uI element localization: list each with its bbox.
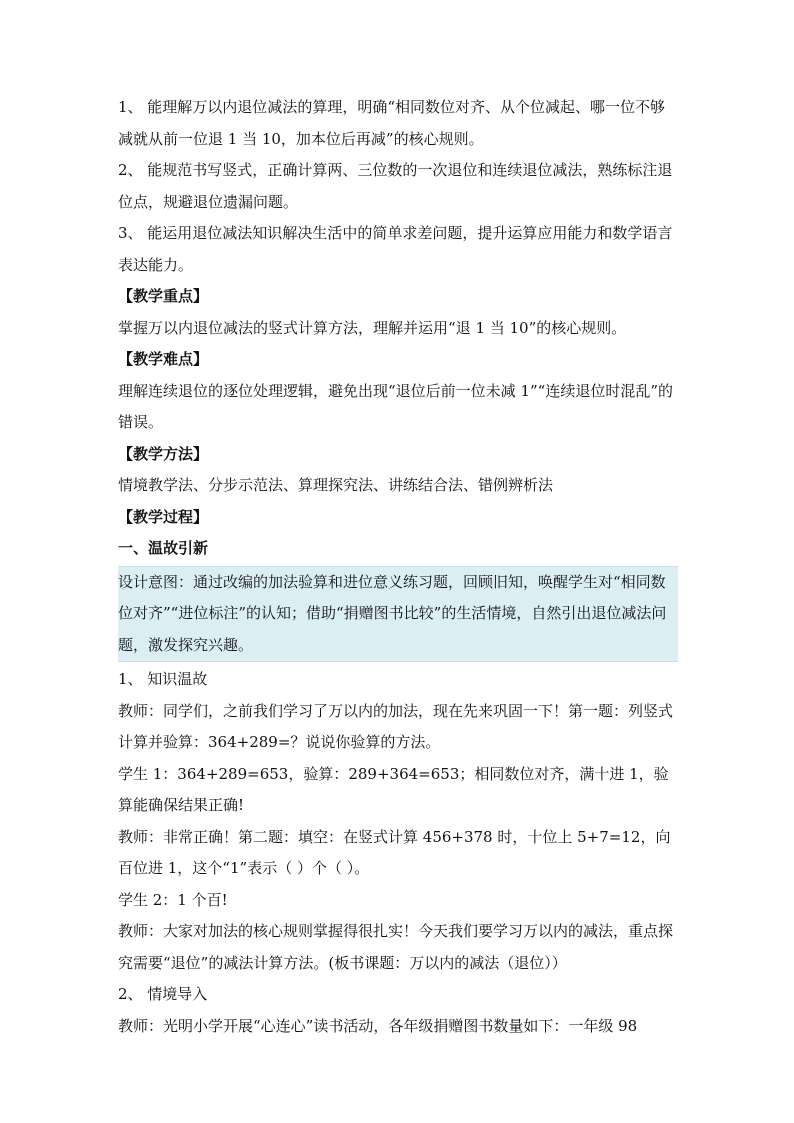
teacher-line-3: 教师：大家对加法的核心规则掌握得很扎实！今天我们要学习万以内的减法，重点探究需要“退位”的减法计算方法。(板书课题：万以内的减法（退位）） xyxy=(118,922,674,972)
teacher-line-1: 教师：同学们，之前我们学习了万以内的加法，现在先来巩固一下！第一题：列竖式计算并验算：364+289=？说说你验算的方法。 xyxy=(118,701,674,751)
teacher-line-4: 教师：光明小学开展“心连心”读书活动，各年级捐赠图书数量如下：一年级 98 xyxy=(118,1016,638,1035)
heading-methods: 【教学方法】 xyxy=(118,444,209,463)
objective-2: 2、 能规范书写竖式，正确计算两、三位数的一次退位和连续退位减法，熟练标注退位点，规避退位遗漏问题。 xyxy=(118,161,673,211)
design-intent-box xyxy=(118,566,678,663)
teacher-line-2: 教师：非常正确！第二题：填空：在竖式计算 456+378 时，十位上 5+7=12，向百位进 1，这个“1”表示（ ）个（ ）。 xyxy=(118,827,671,877)
objective-1: 1、 能理解万以内退位减法的算理，明确“相同数位对齐、从个位减起、哪一位不够减就从前一位退 1 当 10，加本位后再减”的核心规则。 xyxy=(118,98,665,148)
heading-difficulties: 【教学难点】 xyxy=(118,350,209,368)
subsection-review: 1、 知识温故 xyxy=(118,670,208,688)
methods-text: 情境教学法、分步示范法、算理探究法、讲练结合法、错例辨析法 xyxy=(118,476,554,494)
objective-3: 3、 能运用退位减法知识解决生活中的简单求差问题，提升运算应用能力和数学语言表达能力。 xyxy=(118,224,673,274)
heading-key-points: 【教学重点】 xyxy=(118,287,209,305)
section-review: 一、温故引新 xyxy=(118,539,209,557)
student-line-2: 学生 2：1 个百! xyxy=(118,890,228,909)
design-intent-text: 设计意图：通过改编的加法验算和进位意义练习题，回顾旧知，唤醒学生对“相同数位对齐”“进位标注”的认知；借助“捐赠图书比较”的生活情境，自然引出退位减法问题，激发探究兴趣。 xyxy=(118,572,667,654)
document-body xyxy=(118,92,678,1042)
key-points-text: 掌握万以内退位减法的竖式计算方法，理解并运用“退 1 当 10”的核心规则。 xyxy=(118,318,627,337)
heading-process: 【教学过程】 xyxy=(118,507,209,526)
subsection-intro: 2、 情境导入 xyxy=(118,985,208,1003)
student-line-1: 学生 1：364+289=653，验算：289+364=653；相同数位对齐，满十进 1，验算能确保结果正确! xyxy=(118,764,669,814)
difficulties-text: 理解连续退位的逐位处理逻辑，避免出现“退位后前一位未减 1”“连续退位时混乱”的错误。 xyxy=(118,381,673,431)
